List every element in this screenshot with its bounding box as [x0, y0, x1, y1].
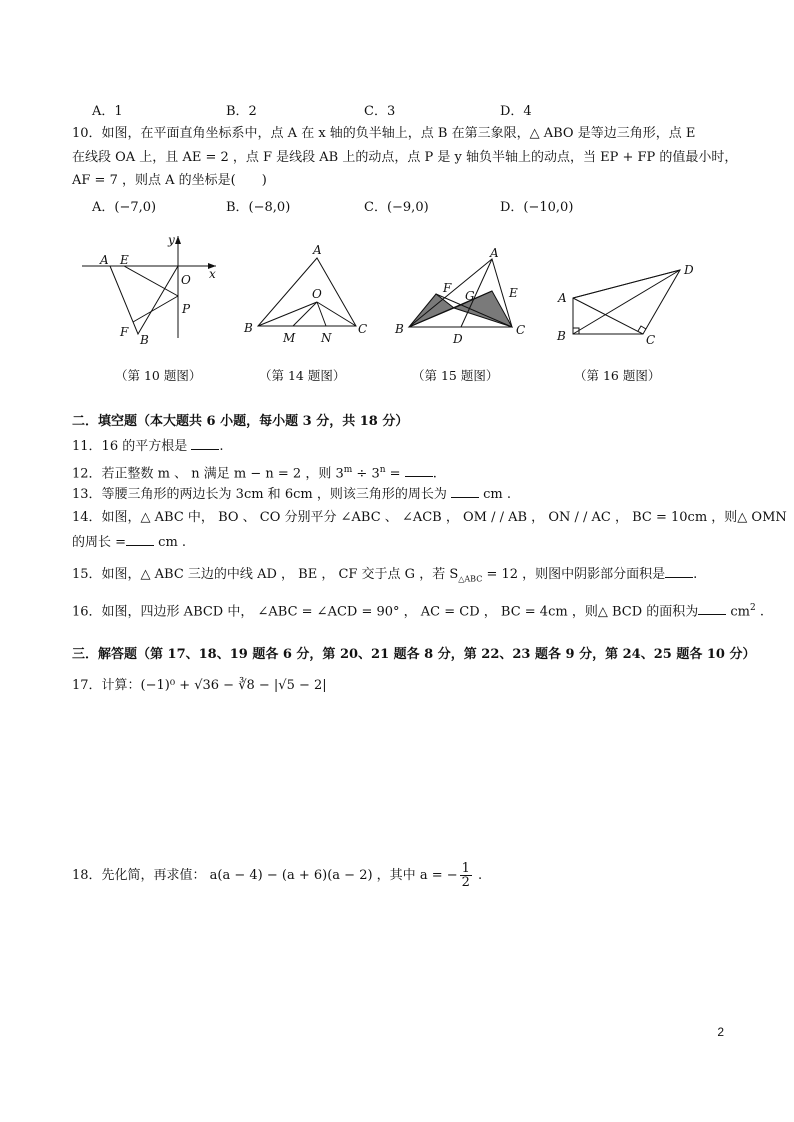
caption-fig-10: （第 10 题图） [115, 368, 202, 383]
section-3-heading: 三．解答题（第 17、18、19 题各 6 分，第 20、21 题各 8 分，第 22、23 题各 9 分，第 24、25 题各 10 分） [72, 647, 756, 662]
fig16-label-c: C [646, 333, 656, 347]
q16-sup: 2 [750, 603, 756, 613]
q9-option-d: D．4 [500, 104, 532, 119]
q18-fraction [460, 862, 472, 889]
q13-blank [451, 485, 479, 498]
q12-text-b: ÷ 3 [352, 466, 380, 482]
q15-end: . [693, 567, 698, 582]
q18 [72, 862, 482, 889]
fig15-label-d: D [453, 332, 463, 346]
fig14-label-o: O [312, 287, 322, 301]
q13 [72, 485, 511, 504]
fig16-label-a: A [558, 291, 567, 305]
q9-option-c: C．3 [364, 104, 396, 119]
q10-line-1: 10．如图，在平面直角坐标系中，点 A 在 x 轴的负半轴上，点 B 在第三象限，△ ABO 是等边三角形，点 E [72, 126, 696, 141]
q18-numerator: 1 [461, 861, 470, 876]
q10-option-c: C．(−9,0) [364, 200, 429, 215]
fig10-label-e: E [120, 253, 129, 267]
q14-end: cm . [154, 535, 187, 550]
page-number: 2 [717, 1025, 724, 1039]
q12 [72, 461, 437, 483]
q13-text: 13．等腰三角形的两边长为 3cm 和 6cm ，则该三角形的周长为 [72, 487, 447, 502]
figure-10 [78, 230, 228, 350]
q15-sub: △ABC [458, 574, 483, 584]
fig10-label-f: F [120, 325, 129, 339]
q12-end: . [432, 466, 437, 482]
q12-sup-m: m [343, 465, 353, 475]
fig10-label-p: P [182, 302, 191, 316]
fig10-label-x: x [209, 267, 216, 281]
fig14-label-n: N [321, 331, 332, 345]
q9-option-b: B．2 [226, 104, 257, 119]
q14-line-2 [72, 533, 186, 552]
q18-end: . [473, 868, 483, 883]
q15 [72, 565, 697, 589]
fig14-label-b: B [244, 321, 253, 335]
q14-blank [126, 533, 154, 546]
fig10-label-y: y [168, 233, 175, 247]
fig10-label-o: O [181, 273, 191, 287]
q15-text-b: = 12 ，则图中阴影部分面积是 [482, 567, 666, 582]
fig15-label-b: B [395, 322, 404, 336]
q11-end: . [219, 439, 224, 454]
q17: 17．计算：(−1)⁰ + √36 − ∛8 − |√5 − 2| [72, 678, 327, 693]
fig15-label-f: F [443, 281, 452, 295]
q16 [72, 599, 764, 621]
q13-end: cm . [478, 487, 511, 502]
q10-option-b: B．(−8,0) [226, 200, 291, 215]
q15-blank [665, 565, 693, 578]
q16-blank [698, 602, 726, 615]
fig15-label-g: G [465, 289, 475, 303]
fig15-label-e: E [509, 286, 518, 300]
fig16-label-d: D [684, 263, 694, 277]
fig14-label-c: C [358, 322, 368, 336]
section-2-heading: 二．填空题（本大题共 6 小题，每小题 3 分，共 18 分） [72, 414, 409, 429]
q15-text-a: 15．如图，△ ABC 三边的中线 AD ， BE ， CF 交于点 G ，若 S [72, 567, 459, 582]
q16-end: . [755, 604, 764, 620]
q14-line-1: 14．如图，△ ABC 中， BO 、 CO 分别平分 ∠ABC 、 ∠ACB ， OM / / AB ， ON / / AC ， BC = 10cm ，则△ OMN [72, 510, 787, 525]
q11 [72, 437, 224, 456]
q10-option-a: A．(−7,0) [92, 200, 157, 215]
q16-text: 16．如图，四边形 ABCD 中， ∠ABC = ∠ACD = 90° ， AC = CD ， BC = 4cm ，则△ BCD 的面积为 [72, 604, 699, 620]
fig10-label-a: A [100, 253, 109, 267]
q14-text: 的周长 = [72, 535, 127, 550]
figure-16 [552, 258, 702, 350]
q12-text-c: = [385, 466, 401, 482]
q12-text-a: 12．若正整数 m 、 n 满足 m − n = 2 ，则 3 [72, 466, 344, 482]
caption-fig-15: （第 15 题图） [412, 368, 499, 383]
fig15-label-a: A [490, 246, 499, 260]
q12-sup-n: n [379, 465, 386, 475]
caption-fig-14: （第 14 题图） [259, 368, 346, 383]
figure-14 [240, 240, 375, 350]
q16-unit: cm [726, 604, 750, 620]
q18-text: 18．先化简，再求值： a(a − 4) − (a + 6)(a − 2) ，其中 a = − [72, 868, 458, 883]
figure-15 [393, 245, 533, 350]
q10-option-d: D．(−10,0) [500, 200, 574, 215]
fig14-label-a: A [313, 243, 322, 257]
q12-blank [405, 464, 433, 477]
fig10-label-b: B [140, 333, 149, 347]
fig14-label-m: M [283, 331, 296, 345]
fig16-label-b: B [557, 329, 566, 343]
q18-denominator: 2 [461, 875, 470, 890]
q10-line-2: 在线段 OA 上，且 AE = 2 ，点 F 是线段 AB 上的动点，点 P 是 y 轴负半轴上的动点，当 EP + FP 的值最小时， [72, 150, 738, 165]
q10-line-3: AF = 7 ，则点 A 的坐标是( ) [72, 173, 267, 188]
q11-blank [191, 437, 219, 450]
q11-text: 11．16 的平方根是 [72, 439, 188, 454]
caption-fig-16: （第 16 题图） [574, 368, 661, 383]
q9-option-a: A．1 [92, 104, 123, 119]
fig15-label-c: C [516, 323, 526, 337]
